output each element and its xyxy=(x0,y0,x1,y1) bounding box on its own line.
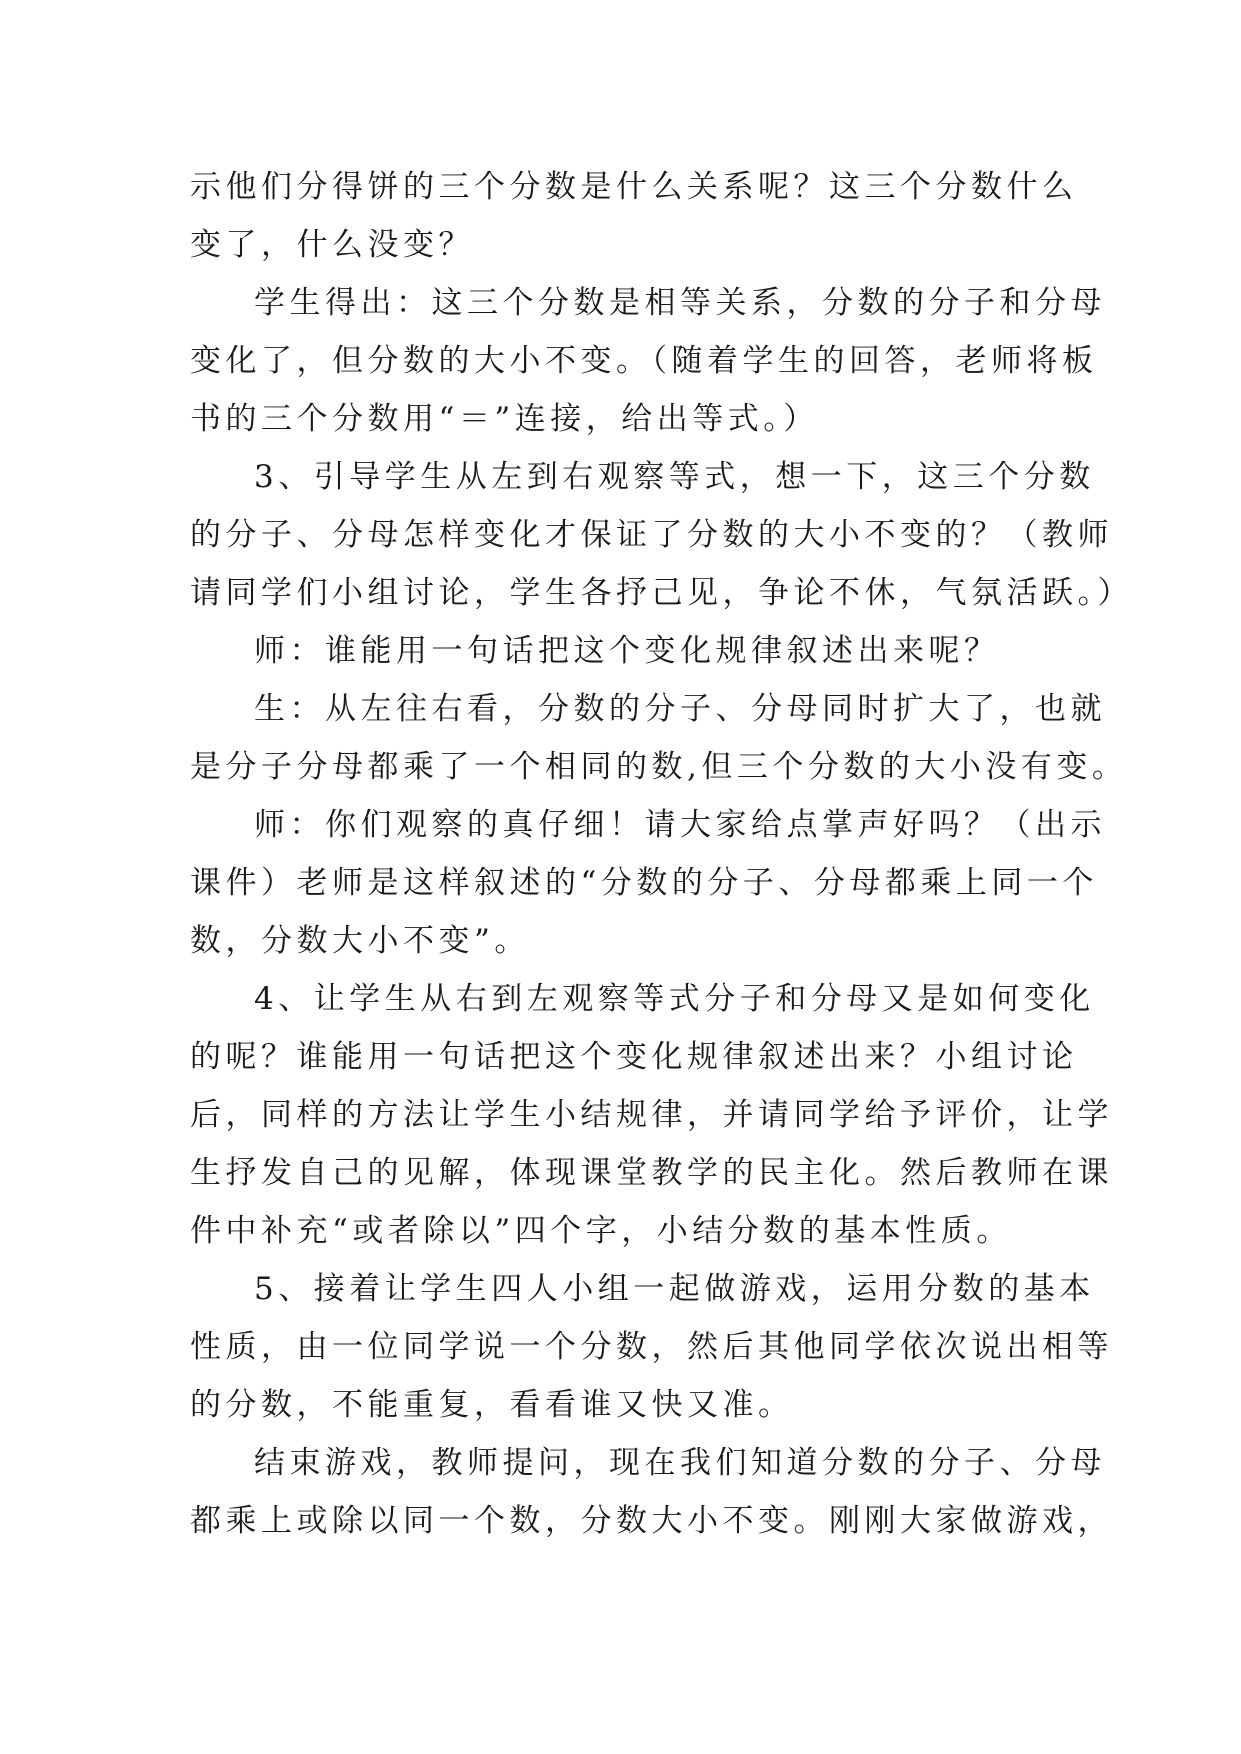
text-line: 变化了，但分数的大小不变。（随着学生的回答，老师将板 xyxy=(190,343,1098,379)
text-line: 生抒发自己的见解，体现课堂教学的民主化。然后教师在课 xyxy=(190,1155,1113,1191)
text-line: 变了，什么没变？ xyxy=(190,227,474,263)
text-line: 书的三个分数用“＝”连接，给出等式。） xyxy=(190,401,819,437)
text-line: 师：你们观察的真仔细！请大家给点掌声好吗？（出示 xyxy=(254,807,1106,843)
text-line: 的呢？谁能用一句话把这个变化规律叙述出来？小组讨论 xyxy=(190,1039,1078,1075)
text-line: 5、接着让学生四人小组一起做游戏，运用分数的基本 xyxy=(254,1271,1095,1307)
text-line: 请同学们小组讨论，学生各抒己见，争论不休，气氛活跃。） xyxy=(190,575,1133,611)
text-line: 的分数，不能重复，看看谁又快又准。 xyxy=(190,1387,794,1423)
document-body xyxy=(190,158,1133,1550)
text-line: 后，同样的方法让学生小结规律，并请同学给予评价，让学 xyxy=(190,1097,1113,1133)
text-line: 是分子分母都乘了一个相同的数,但三个分数的大小没有变。 xyxy=(190,749,1128,785)
text-line: 课件）老师是这样叙述的“分数的分子、分母都乘上同一个 xyxy=(190,865,1098,901)
text-line: 结束游戏，教师提问，现在我们知道分数的分子、分母 xyxy=(254,1445,1106,1481)
text-line: 数，分数大小不变”。 xyxy=(190,923,530,959)
text-line: 3、引导学生从左到右观察等式，想一下，这三个分数 xyxy=(254,459,1095,495)
text-line: 学生得出：这三个分数是相等关系，分数的分子和分母 xyxy=(254,285,1106,321)
text-line: 师：谁能用一句话把这个变化规律叙述出来呢？ xyxy=(254,633,1000,669)
text-line: 性质，由一位同学说一个分数，然后其他同学依次说出相等 xyxy=(190,1329,1113,1365)
text-line: 示他们分得饼的三个分数是什么关系呢？这三个分数什么 xyxy=(190,169,1078,205)
text-line: 件中补充“或者除以”四个字，小结分数的基本性质。 xyxy=(190,1213,1012,1249)
text-line: 4、让学生从右到左观察等式分子和分母又是如何变化 xyxy=(254,981,1095,1017)
text-line: 生：从左往右看，分数的分子、分母同时扩大了，也就 xyxy=(254,691,1106,727)
text-line: 都乘上或除以同一个数，分数大小不变。刚刚大家做游戏， xyxy=(190,1503,1113,1539)
text-line: 的分子、分母怎样变化才保证了分数的大小不变的？（教师 xyxy=(190,517,1113,553)
